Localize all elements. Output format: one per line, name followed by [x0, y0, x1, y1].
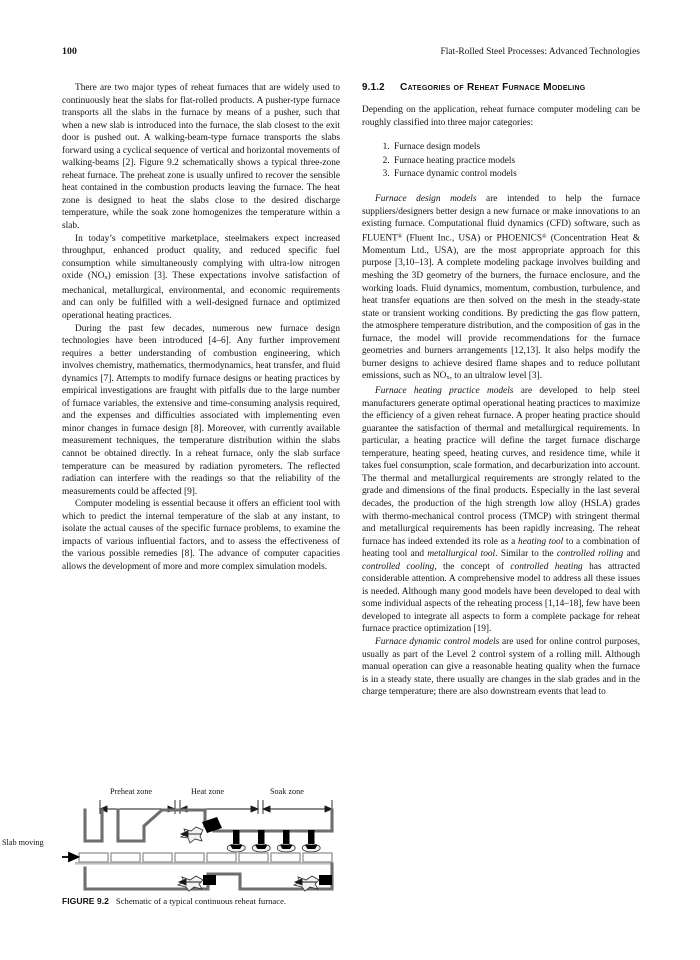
design-part3: (Concentration Heat & Momentum Ltd., USA), are the most appropriate approach for this purpose [3,10–13]. A complete modeling package involves building and meshing the 3D geometry of the burners, the furnace enclosure, and the working loads. Fluid dynamics, momentum, combustion, turbulence, and heat transfer equations are then solved on the mesh in the steady-state state or transient working conditions. By predicting the gas flow pattern, the atmosphere temperature distribution, and the composition of gas in the furnace, the model will provide recommendations for the furnace geometries and burners arrangements [12,13]. It also helps modify the burner designs to achieve desired flame shapes and to reduce pollutant emissions, such as NO — [362, 233, 640, 382]
design-part2: (Fluent Inc., USA) or PHOENICS — [402, 233, 543, 244]
list-item: 3. Furnace dynamic control models — [392, 168, 640, 181]
paragraph-furnace-heating-practice-models — [362, 385, 640, 636]
figure-caption — [62, 896, 352, 906]
design-part1: are intended to help the furnace suppliers/designers better design a new furnace or make innovations to an existing furnace. Computational fluid dynamics (CFD) software, such as FLUENT — [362, 194, 641, 244]
figure-number: FIGURE 9.2 — [62, 896, 109, 906]
slab-moving-label: Slab moving — [2, 838, 44, 847]
section-title: Categories of Reheat Furnace Modeling — [400, 82, 586, 93]
heating-part4: and — [623, 549, 640, 560]
paragraph-marketplace — [62, 233, 340, 323]
list-item: 1. Furnace design models — [392, 141, 640, 154]
section-heading — [362, 82, 640, 93]
lower-burner-left — [203, 875, 216, 885]
paragraph-design-technologies: During the past few decades, numerous new furnace design technologies have been introduced [4–6]. Any further improvement requires a better understanding of combustion engineering, which involves chemistry, mathematics, thermodynamics, heat transfer, and fluid dynamics [7]. Attempts to modify furnace designs or heating practices by empirical investigations are fraught with pitfalls due to the large number of furnace variables, the extensive and time-consuming analysis required, and the expenses and difficulties associated with implementing even minor changes in furnace design [8]. Moreover, with currently available measurement techniques, the temperature distribution within the slabs cannot be obtained directly. In a reheat furnace, only the slab surface temperature can be measured by radiation pyrometers. The reflected radiation can interfere with the readings so that the reliability of the measurements could be affected [9]. — [62, 323, 340, 497]
heating-part3: . Similar to the — [495, 549, 557, 560]
registered-mark-phoenics: ® — [542, 233, 547, 240]
design-part4: , to an ultralow level [3]. — [449, 371, 542, 382]
heating-part2: to a combination of heating tool and — [362, 536, 640, 560]
figure-9-2 — [2, 786, 340, 898]
reheat-furnace-schematic — [62, 786, 340, 898]
heating-part5: , the concept of — [434, 561, 511, 572]
paragraph-computer-modeling: Computer modeling is essential because it offers an efficient tool with which to predict the internal temperature of the slab at any instant, to isolate the actual causes of the specific furnace problems, to examine the impacts of various influential factors, and to assess the effectiveness of the various possible remedies [8]. The advance of computer capacities allows the development of more and more complex simulation models. — [62, 499, 340, 572]
book-title: Flat-Rolled Steel Processes: Advanced Technologies — [440, 47, 640, 57]
paragraph-intro: Depending on the application, reheat furnace computer modeling can be roughly classified into three major categories: — [362, 105, 640, 128]
paragraph-reheat-types: There are two major types of reheat furnaces that are widely used to continuously heat the slabs for flat-rolled products. A pusher-type furnace transports all the slabs in the furnace by means of a pusher, such that when a new slab is introduced into the furnace, the slab closest to the exit door is pushed out. A walking-beam-type furnace transports the slabs forward using a cyclical sequence of vertical and horizontal movements of walking-beams [2]. Figure 9.2 schematically shows a typical three-zone reheat furnace. The preheat zone is usually unfired to recover the sensible heat contained in the combustion products leaving the furnace. The heat zone is designed to heat the slabs close to the desired discharge temperature, while the soak zone homogenizes the temperature within a slab. — [62, 83, 340, 232]
term-furnace-dynamic-control-models: Furnace dynamic control models — [375, 637, 500, 648]
term-controlled-heating: controlled heating — [510, 561, 583, 572]
right-column — [362, 82, 640, 699]
category-list — [362, 141, 640, 181]
slab-row — [79, 853, 332, 862]
page-number: 100 — [62, 46, 77, 57]
zone-label-soak: Soak zone — [270, 787, 304, 796]
roof-burner — [252, 830, 270, 852]
left-column — [62, 82, 340, 573]
zone-dimension-line — [100, 800, 332, 814]
roof-burner — [302, 830, 320, 852]
figure-caption-text: Schematic of a typical continuous reheat furnace. — [115, 896, 287, 906]
roof-burner-group — [227, 830, 320, 852]
term-furnace-heating-practice-models: Furnace heating practice models — [375, 386, 514, 397]
dynamic-part1: are used for online control purposes, usually as part of the Level 2 control system of a rolling mill. Although manual operation can give a reasonable heating quality when the furnace is in a steady state, there usually are changes in the slab grades and in the charge temperature; there are also downstream events that lead to — [362, 637, 640, 698]
nox-subscript: x — [446, 374, 450, 382]
roof-burner — [277, 830, 295, 852]
heating-part1: are developed to help steel manufacturers generate optimal operational heating practices to maximize the efficiency of a given reheat furnace. A proper heating practice should guarantee the satisfaction of thermal and metallurgical requirements. In particular, a heating practice will define the target furnace discharge temperature, heating speed, heating curves, and residence time, while it takes fuel consumption, scale formation, and decarburization into account. The thermal and metallurgical requirements are strongly related to the grade and dimensions of the final products. Especially in the last several decades, the production of the high strength low alloy (HSLA) grades with thermo-mechanical control process (TMCP) with stringent thermal and metallurgical requirements has been rapidly increasing. The reheat furnace has indeed extended its role as a — [362, 386, 640, 547]
figure-canvas — [2, 786, 340, 898]
paragraph-furnace-dynamic-control-models — [362, 636, 640, 699]
nox-subscript: x — [104, 274, 108, 282]
soak-zone-roof — [214, 810, 332, 831]
heating-part6: has attracted considerable attention. A comprehensive model to address all these issues is needed. Although many good models have been developed to deal with some individual aspects of the reheating process [1,14–18], few have been developed to integrate all aspects to form a complete package for reheat furnace practice optimization [19]. — [362, 561, 641, 635]
term-controlled-rolling: controlled rolling — [556, 549, 624, 560]
roof-burner — [227, 830, 245, 852]
zone-label-heat: Heat zone — [191, 787, 224, 796]
term-metallurgical-tool: metallurgical tool — [427, 549, 496, 560]
term-heating-tool: heating tool — [518, 536, 564, 547]
running-head — [62, 46, 640, 57]
nox-post: ) emission [3]. These expectations involve satisfaction of mechanical, metallurgical, environmental, and economic requirements and can only be fulfilled with a well-designed furnace and optimized operational heating practices. — [62, 271, 340, 321]
registered-mark-fluent: ® — [397, 233, 403, 240]
zone-label-preheat: Preheat zone — [110, 787, 153, 796]
paragraph-furnace-design-models — [362, 193, 640, 385]
list-item: 2. Furnace heating practice models — [392, 155, 640, 168]
lower-burner-right — [319, 875, 332, 885]
term-furnace-design-models: Furnace design models — [375, 194, 477, 205]
nox-pre: In today’s competitive marketplace, steelmakers expect increased throughput, enhanced product quality, and reduced specific fuel consumption while simultaneously complying with ultra-low nitrogen oxide (NO — [62, 233, 340, 282]
term-controlled-cooling: controlled cooling — [362, 561, 435, 572]
slab-moving-arrow — [62, 853, 78, 861]
section-number: 9.1.2 — [362, 82, 385, 93]
